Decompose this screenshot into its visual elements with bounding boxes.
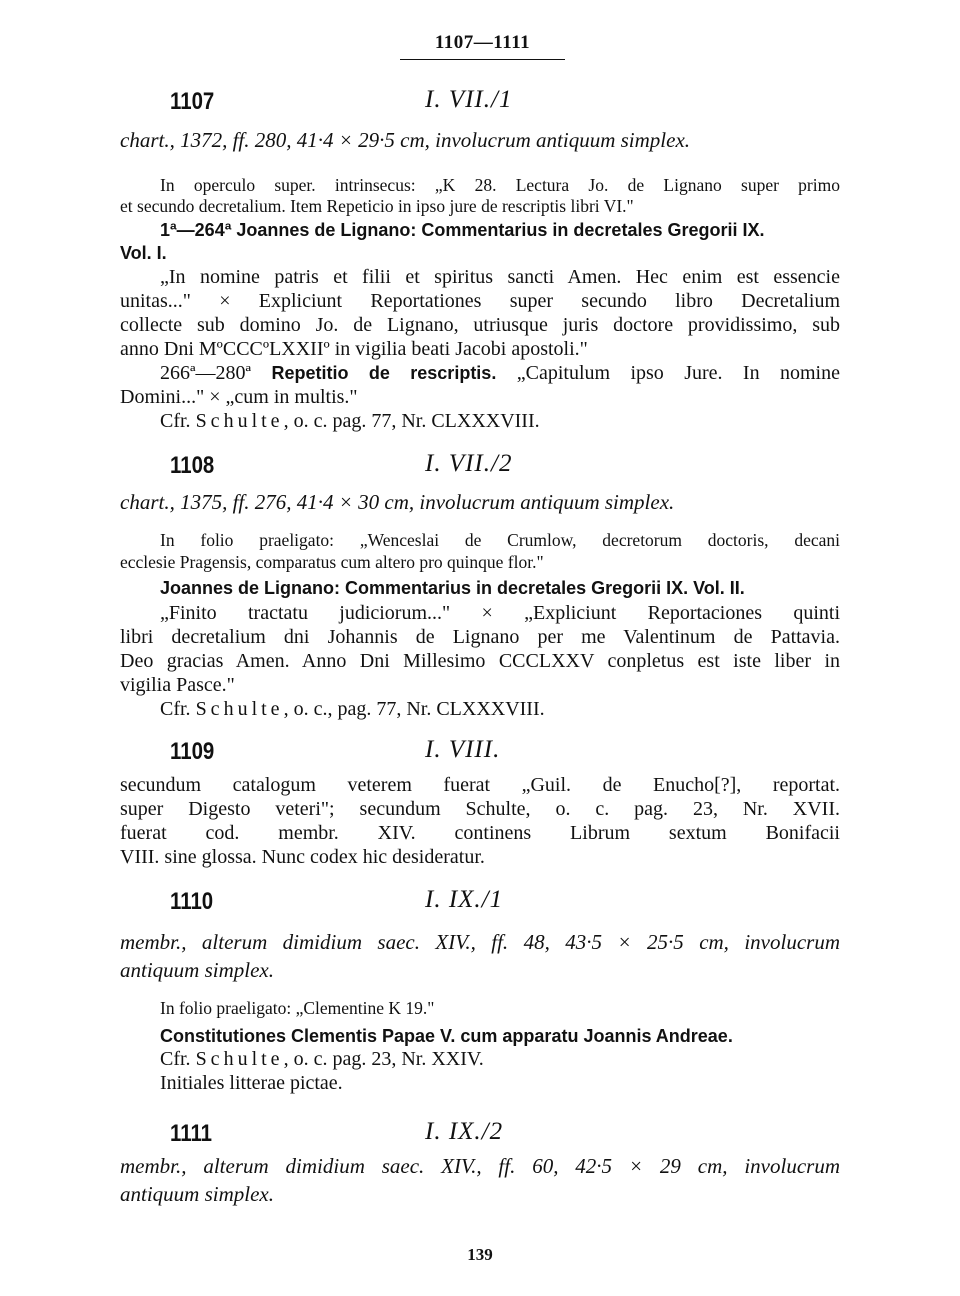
citation: [160, 698, 840, 721]
text-line: anno Dni MºCCCºLXXIIº in vigilia beati Jacobi apostoli.": [120, 338, 588, 360]
incipit: „Capitulum ipso Jure. In nomine: [516, 362, 840, 384]
citation-author: Schulte: [195, 1048, 284, 1070]
citation: [160, 410, 840, 433]
entry-number: 1109: [170, 738, 215, 765]
citation-prefix: Cfr.: [160, 410, 191, 432]
entry-description: antiquum simplex.: [120, 1182, 274, 1206]
entry-number: 1110: [170, 888, 214, 915]
work-title: Joannes de Lignano: Commentarius in decretales Gregorii IX. Vol. II.: [160, 578, 745, 598]
work-title: 1ª—264ª Joannes de Lignano: Commentarius in decretales Gregorii IX.: [160, 220, 765, 240]
text-line: fuerat cod. membr. XIV. continens Librum sextum Bonifacii: [120, 822, 840, 844]
running-head: 1107—1111: [434, 32, 531, 53]
entry-note: In operculo super. intrinsecus: „K 28. Lectura Jo. de Lignano super primo: [160, 175, 840, 195]
citation-prefix: Cfr.: [160, 1048, 191, 1070]
running-head-rule: [400, 59, 565, 60]
text-line: super Digesto veteri"; secundum Schulte, o. c. pag. 23, Nr. XVII.: [120, 798, 840, 820]
text-line: vigilia Pasce.": [120, 674, 235, 696]
shelf-mark: I. IX./1: [425, 886, 504, 913]
text-line: unitas..." × Expliciunt Reportationes super secundo libro Decretalium: [120, 290, 840, 312]
shelf-mark: I. IX./2: [425, 1118, 504, 1145]
entry-description: membr., alterum dimidium saec. XIV., ff. 48, 43·5 × 25·5 cm, involucrum: [120, 930, 840, 954]
text-line: „Finito tractatu judiciorum..." × „Expliciunt Reportaciones quinti: [160, 602, 840, 624]
entry-note: ecclesie Pragensis, comparatus cum altero pro quinque flor.": [120, 552, 544, 572]
text-line: libri decretalium dni Johannis de Lignano per me Valentinum de Pattavia.: [120, 626, 840, 648]
text-line: VIII. sine glossa. Nunc codex hic desideratur.: [120, 846, 485, 868]
entry-description: chart., 1375, ff. 276, 41·4 × 30 cm, involucrum antiquum simplex.: [120, 490, 675, 514]
shelf-mark: I. VII./2: [425, 450, 513, 477]
citation-author: Schulte: [195, 410, 284, 432]
entry-note: et secundo decretalium. Item Repeticio in ipso jure de rescriptis libri VI.": [120, 196, 634, 216]
citation-ref: , o. c. pag. 23, Nr. XXIV.: [283, 1048, 484, 1070]
text-line: [160, 362, 840, 385]
citation-ref: , o. c., pag. 77, Nr. CLXXXVIII.: [283, 698, 545, 720]
folio-range: 266ª—280ª: [160, 362, 252, 384]
text-line: collecte sub domino Jo. de Lignano, utriusque juris doctore providissimo, sub: [120, 314, 840, 336]
text-line: secundum catalogum veterem fuerat „Guil. de Enucho[?], reportat.: [120, 774, 840, 796]
work-title: Vol. I.: [120, 243, 167, 263]
entry-description: antiquum simplex.: [120, 958, 274, 982]
entry-note: In folio praeligato: „Wenceslai de Crumlow, decretorum doctoris, decani: [160, 530, 840, 550]
entry-description: membr., alterum dimidium saec. XIV., ff. 60, 42·5 × 29 cm, involucrum: [120, 1154, 840, 1178]
text-line: Initiales litterae pictae.: [160, 1072, 343, 1094]
citation-ref: , o. c. pag. 77, Nr. CLXXXVIII.: [283, 410, 540, 432]
text-line: Deo gracias Amen. Anno Dni Millesimo CCCLXXV conpletus est iste liber in: [120, 650, 840, 672]
page-number: 139: [467, 1245, 493, 1264]
text-line: Domini..." × „cum in multis.": [120, 386, 358, 408]
citation: [160, 1048, 840, 1071]
entry-note: In folio praeligato: „Clementine K 19.": [160, 998, 435, 1018]
work-title: Constitutiones Clementis Papae V. cum apparatu Joannis Andreae.: [160, 1026, 733, 1046]
citation-prefix: Cfr.: [160, 698, 191, 720]
shelf-mark: I. VIII.: [425, 736, 501, 763]
entry-number: 1107: [170, 88, 215, 115]
text-line: „In nomine patris et filii et spiritus sancti Amen. Hec enim est essencie: [160, 266, 840, 288]
citation-author: Schulte: [195, 698, 284, 720]
work-title: Repetitio de rescriptis.: [271, 363, 497, 383]
entry-number: 1111: [170, 1120, 213, 1147]
shelf-mark: I. VII./1: [425, 86, 513, 113]
entry-description: chart., 1372, ff. 280, 41·4 × 29·5 cm, involucrum antiquum simplex.: [120, 128, 691, 152]
entry-number: 1108: [170, 452, 215, 479]
